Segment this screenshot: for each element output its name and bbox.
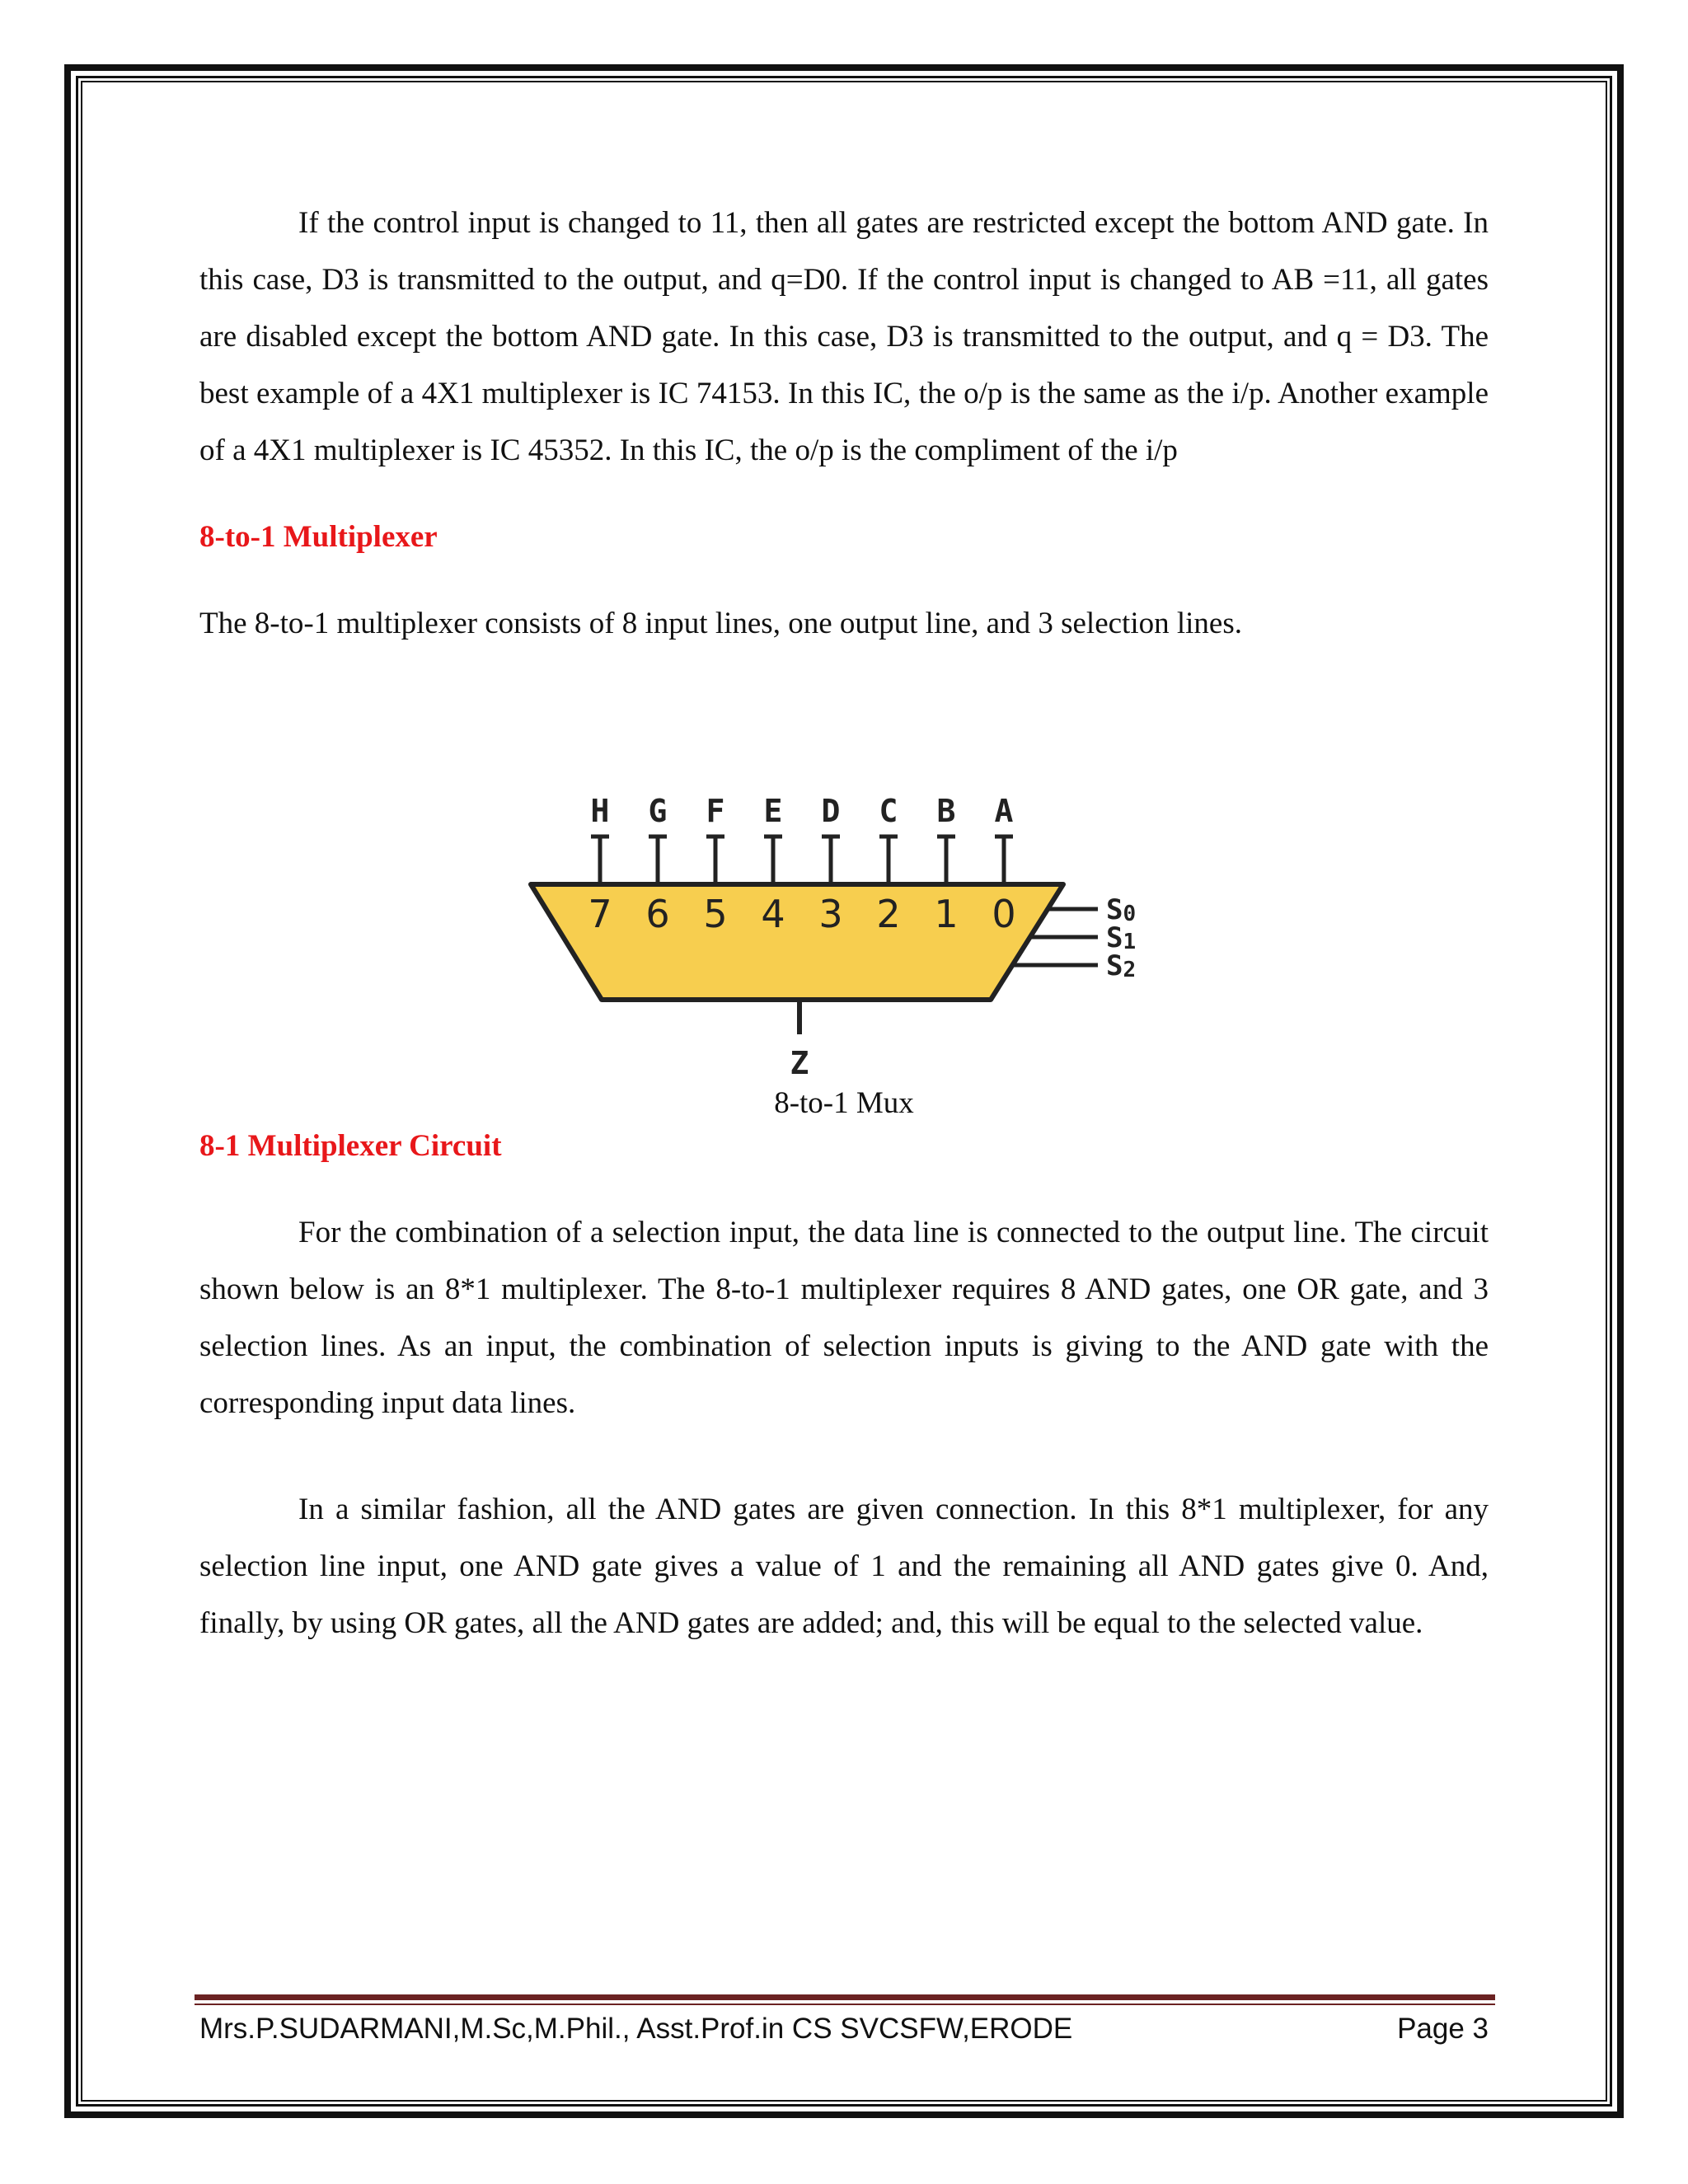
input-letter-h: H bbox=[590, 793, 610, 829]
select-labels bbox=[1106, 893, 1136, 982]
mux-diagram bbox=[528, 787, 1162, 1084]
paragraph-8to1-description: The 8-to-1 multiplexer consists of 8 input lines, one output line, and 3 selection lines. bbox=[199, 607, 1242, 640]
input-number-1: 1 bbox=[934, 892, 959, 936]
input-number-3: 3 bbox=[818, 892, 843, 936]
figure-caption: 8-to-1 Mux bbox=[774, 1086, 914, 1120]
input-lines bbox=[591, 835, 1013, 884]
footer-page-number: Page 3 bbox=[1397, 2013, 1489, 2045]
input-number-7: 7 bbox=[588, 892, 612, 936]
footer-rule-thin bbox=[195, 2004, 1495, 2005]
input-number-4: 4 bbox=[761, 892, 785, 936]
footer bbox=[199, 2013, 1489, 2046]
input-letter-c: C bbox=[879, 793, 898, 829]
heading-8to1-circuit: 8-1 Multiplexer Circuit bbox=[199, 1129, 502, 1163]
output-label: Z bbox=[790, 1045, 809, 1081]
footer-author: Mrs.P.SUDARMANI,M.Sc,M.Phil., Asst.Prof.in CS SVCSFW,ERODE bbox=[199, 2013, 1073, 2045]
input-number-6: 6 bbox=[645, 892, 670, 936]
input-letter-f: F bbox=[706, 793, 725, 829]
select-label-s0: S0 bbox=[1106, 893, 1137, 926]
paragraph-circuit-description: For the combination of a selection input, the data line is connected to the output line. The circuit shown below is an 8*1 multiplexer. The 8-to-1 multiplexer requires 8 AND gates, one OR gate, and 3 selection lines. As an input, the combination of selection inputs is giving to the AND gate with the corresponding input data lines. bbox=[199, 1216, 1489, 1420]
input-letter-b: B bbox=[936, 793, 956, 829]
select-label-s1: S1 bbox=[1106, 921, 1137, 954]
page-content-lower bbox=[199, 1118, 1489, 1652]
input-letter-d: D bbox=[821, 793, 841, 829]
input-letter-e: E bbox=[763, 793, 783, 829]
select-label-s2: S2 bbox=[1106, 949, 1137, 982]
input-number-0: 0 bbox=[992, 892, 1016, 936]
input-number-2: 2 bbox=[876, 892, 901, 936]
footer-rule-thick bbox=[195, 1994, 1495, 2000]
page-content bbox=[199, 194, 1489, 652]
paragraph-control-input: If the control input is changed to 11, then all gates are restricted except the bottom AND gate. In this case, D3 is transmitted to the output, and q=D0. If the control input is changed to AB =11, all gates are disabled except the bottom AND gate. In this case, D3 is transmitted to the output, and q = D3. The best example of a 4X1 multiplexer is IC 74153. In this IC, the o/p is the same as the i/p. Another example of a 4X1 multiplexer is IC 45352. In this IC, the o/p is the compliment of the i/p bbox=[199, 206, 1489, 467]
heading-8to1-multiplexer: 8-to-1 Multiplexer bbox=[199, 520, 438, 554]
input-letters bbox=[591, 793, 1014, 829]
paragraph-and-gates: In a similar fashion, all the AND gates are given connection. In this 8*1 multiplexer, for any selection line input, one AND gate gives a value of 1 and the remaining all AND gates give 0. And, finally, by using OR gates, all the AND gates are added; and, this will be equal to the selected value. bbox=[199, 1493, 1489, 1640]
input-letter-g: G bbox=[648, 793, 668, 829]
input-letter-a: A bbox=[994, 793, 1014, 829]
input-number-5: 5 bbox=[703, 892, 728, 936]
